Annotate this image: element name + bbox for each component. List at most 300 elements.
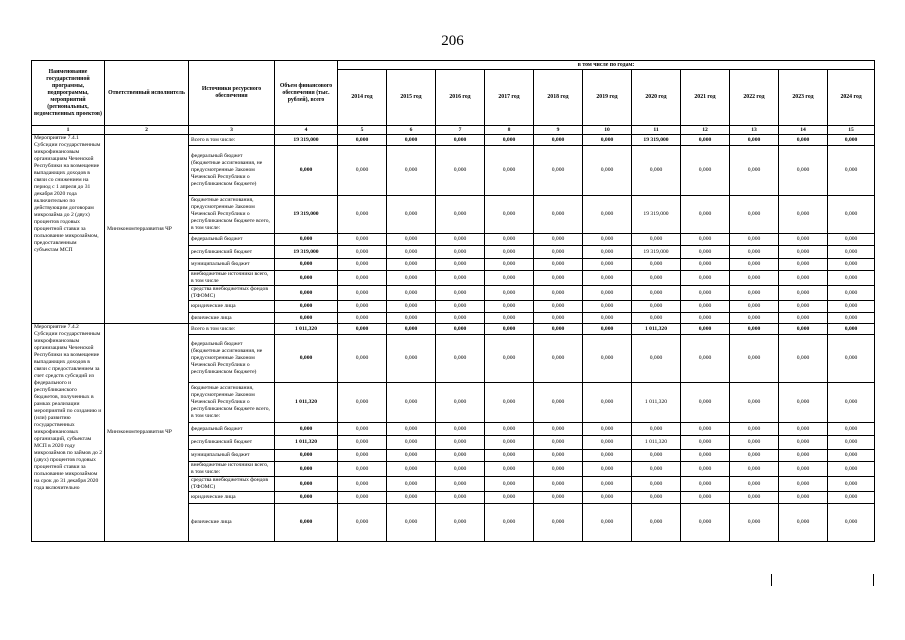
year-value: 0,000: [828, 246, 875, 259]
year-value: 0,000: [387, 286, 436, 301]
event-name: Мероприятие 7.4.1 Субсидии государственным микрофинансовым организациям Чеченской Республики на возмещение выпадающих доходов в связи со снижением на период с 1 апреля до 31 декабря 2020 года включительно по действующим договорам микрозайма до 2 (двух) процентов годовых процентной ставки за пользование микрозаймом, предоставленным субъектам МСП: [32, 135, 105, 324]
year-value: 0,000: [485, 436, 534, 450]
year-value: 1 011,320: [632, 383, 681, 423]
year-value: 0,000: [534, 135, 583, 146]
year-value: 0,000: [779, 286, 828, 301]
year-value: 0,000: [387, 335, 436, 383]
total-value: 0,000: [275, 259, 338, 271]
year-value: 19 319,000: [632, 135, 681, 146]
year-value: 0,000: [583, 135, 632, 146]
column-number: 8: [485, 126, 534, 135]
column-number: 13: [730, 126, 779, 135]
year-value: 0,000: [534, 492, 583, 504]
funding-source: бюджетные ассигнования, предусмотренные Законом Чеченской Республики о республиканском бюджете всего, в том числе:: [189, 383, 275, 423]
year-value: 0,000: [534, 450, 583, 462]
year-value: 0,000: [436, 436, 485, 450]
total-value: 0,000: [275, 423, 338, 436]
year-value: 0,000: [436, 271, 485, 286]
year-value: 0,000: [828, 313, 875, 324]
year-value: 0,000: [583, 492, 632, 504]
year-value: 0,000: [828, 492, 875, 504]
year-value: 0,000: [828, 135, 875, 146]
year-value: 0,000: [534, 259, 583, 271]
year-value: 0,000: [436, 146, 485, 196]
year-value: 0,000: [779, 313, 828, 324]
table-continuation-line: [873, 574, 874, 586]
year-value: 0,000: [387, 383, 436, 423]
year-value: 0,000: [436, 504, 485, 542]
year-value: 0,000: [779, 324, 828, 335]
year-value: 0,000: [681, 504, 730, 542]
funding-source: федеральный бюджет: [189, 234, 275, 246]
year-value: 0,000: [534, 301, 583, 313]
year-value: 0,000: [730, 196, 779, 234]
year-value: 1 011,320: [632, 436, 681, 450]
funding-source: внебюджетные источники всего, в том числе:: [189, 462, 275, 477]
year-value: 0,000: [681, 477, 730, 492]
year-value: 0,000: [583, 313, 632, 324]
year-value: 0,000: [583, 146, 632, 196]
funding-source: юридические лица: [189, 301, 275, 313]
year-value: 0,000: [828, 504, 875, 542]
year-value: 0,000: [779, 301, 828, 313]
table-continuation-line: [771, 574, 772, 586]
year-value: 19 319,000: [632, 196, 681, 234]
funding-source: федеральный бюджет: [189, 423, 275, 436]
header-total: Объем финансового обеспечения (тыс. рублей), всего: [275, 61, 338, 126]
year-value: 0,000: [730, 450, 779, 462]
year-value: 0,000: [779, 146, 828, 196]
year-value: 0,000: [534, 423, 583, 436]
year-value: 0,000: [730, 135, 779, 146]
year-value: 0,000: [485, 313, 534, 324]
header-sources: Источники ресурсного обеспечения: [189, 61, 275, 126]
page-number: 206: [441, 33, 464, 49]
header-year: 2019 год: [583, 70, 632, 126]
year-value: 0,000: [583, 324, 632, 335]
year-value: 0,000: [632, 423, 681, 436]
year-value: 0,000: [338, 313, 387, 324]
year-value: 0,000: [534, 286, 583, 301]
year-value: 0,000: [583, 234, 632, 246]
year-value: 0,000: [387, 234, 436, 246]
year-value: 0,000: [338, 335, 387, 383]
responsible-executor: Минэкономтерразвития ЧР: [105, 135, 189, 324]
year-value: 0,000: [583, 259, 632, 271]
total-value: 0,000: [275, 477, 338, 492]
year-value: 0,000: [534, 246, 583, 259]
year-value: 0,000: [828, 383, 875, 423]
year-value: 0,000: [387, 135, 436, 146]
year-value: 0,000: [681, 271, 730, 286]
year-value: 0,000: [779, 196, 828, 234]
year-value: 0,000: [485, 423, 534, 436]
year-value: 0,000: [583, 450, 632, 462]
total-value: 0,000: [275, 450, 338, 462]
year-value: 0,000: [485, 383, 534, 423]
year-value: 0,000: [338, 135, 387, 146]
table-row: [32, 324, 875, 335]
year-value: 0,000: [828, 324, 875, 335]
year-value: 0,000: [338, 492, 387, 504]
year-value: 0,000: [828, 436, 875, 450]
year-value: 0,000: [534, 271, 583, 286]
total-value: 0,000: [275, 286, 338, 301]
year-value: 0,000: [632, 462, 681, 477]
year-value: 0,000: [583, 335, 632, 383]
year-value: 0,000: [485, 286, 534, 301]
year-value: 0,000: [485, 135, 534, 146]
year-value: 0,000: [436, 492, 485, 504]
year-value: 0,000: [534, 504, 583, 542]
year-value: 0,000: [681, 135, 730, 146]
responsible-executor: Минэкономтерразвития ЧР: [105, 324, 189, 542]
funding-source: средства внебюджетных фондов (ТФОМС): [189, 286, 275, 301]
funding-source: муниципальный бюджет: [189, 450, 275, 462]
year-value: 0,000: [338, 450, 387, 462]
year-value: 0,000: [387, 271, 436, 286]
year-value: 0,000: [730, 234, 779, 246]
total-value: 0,000: [275, 301, 338, 313]
year-value: 0,000: [485, 504, 534, 542]
header-year: 2014 год: [338, 70, 387, 126]
year-value: 0,000: [436, 462, 485, 477]
year-value: 0,000: [387, 324, 436, 335]
header-year: 2022 год: [730, 70, 779, 126]
year-value: 0,000: [730, 423, 779, 436]
year-value: 0,000: [681, 246, 730, 259]
total-value: 0,000: [275, 492, 338, 504]
year-value: 0,000: [730, 436, 779, 450]
column-number: 7: [436, 126, 485, 135]
year-value: 0,000: [534, 383, 583, 423]
year-value: 0,000: [779, 246, 828, 259]
funding-source: Всего в том числе:: [189, 135, 275, 146]
total-value: 19 319,000: [275, 246, 338, 259]
header-years-group: в том числе по годам:: [338, 61, 875, 70]
year-value: 0,000: [779, 383, 828, 423]
column-number: 4: [275, 126, 338, 135]
year-value: 0,000: [730, 335, 779, 383]
year-value: 0,000: [436, 135, 485, 146]
year-value: 0,000: [632, 259, 681, 271]
funding-source: федеральный бюджет (бюджетные ассигнования, не предусмотренные Законом Чеченской Республики о республиканском бюджете): [189, 146, 275, 196]
funding-source: физические лица: [189, 504, 275, 542]
header-year: 2016 год: [436, 70, 485, 126]
total-value: 0,000: [275, 271, 338, 286]
column-number: 3: [189, 126, 275, 135]
year-value: 0,000: [338, 462, 387, 477]
year-value: 0,000: [730, 286, 779, 301]
year-value: 0,000: [828, 335, 875, 383]
year-value: 0,000: [681, 196, 730, 234]
year-value: 0,000: [779, 462, 828, 477]
year-value: 0,000: [534, 196, 583, 234]
year-value: 0,000: [485, 492, 534, 504]
year-value: 0,000: [779, 492, 828, 504]
year-value: 0,000: [779, 135, 828, 146]
year-value: 0,000: [828, 423, 875, 436]
year-value: 0,000: [681, 462, 730, 477]
year-value: 0,000: [485, 450, 534, 462]
year-value: 0,000: [730, 324, 779, 335]
year-value: 0,000: [730, 271, 779, 286]
year-value: 0,000: [387, 436, 436, 450]
year-value: 0,000: [730, 492, 779, 504]
year-value: 0,000: [387, 313, 436, 324]
year-value: 0,000: [338, 301, 387, 313]
year-value: 0,000: [338, 504, 387, 542]
year-value: 0,000: [436, 450, 485, 462]
year-value: 0,000: [387, 492, 436, 504]
year-value: 0,000: [681, 423, 730, 436]
year-value: 0,000: [338, 271, 387, 286]
total-value: 1 011,320: [275, 436, 338, 450]
year-value: 0,000: [730, 246, 779, 259]
year-value: 0,000: [436, 335, 485, 383]
total-value: 0,000: [275, 335, 338, 383]
year-value: 0,000: [387, 450, 436, 462]
year-value: 0,000: [436, 423, 485, 436]
year-value: 0,000: [338, 196, 387, 234]
year-value: 0,000: [730, 301, 779, 313]
total-value: 1 011,320: [275, 383, 338, 423]
year-value: 0,000: [485, 301, 534, 313]
year-value: 0,000: [534, 324, 583, 335]
column-number: 6: [387, 126, 436, 135]
year-value: 0,000: [828, 462, 875, 477]
header-year: 2015 год: [387, 70, 436, 126]
year-value: 0,000: [338, 146, 387, 196]
year-value: 0,000: [485, 462, 534, 477]
year-value: 0,000: [583, 196, 632, 234]
year-value: 0,000: [485, 196, 534, 234]
column-number: 2: [105, 126, 189, 135]
year-value: 0,000: [387, 462, 436, 477]
year-value: 19 319,000: [632, 246, 681, 259]
funding-source: физические лица: [189, 313, 275, 324]
year-value: 0,000: [338, 383, 387, 423]
table-row: [32, 135, 875, 146]
year-value: 0,000: [387, 146, 436, 196]
year-value: 0,000: [632, 477, 681, 492]
header-year: 2020 год: [632, 70, 681, 126]
year-value: 0,000: [681, 492, 730, 504]
year-value: 0,000: [681, 335, 730, 383]
year-value: 0,000: [632, 450, 681, 462]
year-value: 0,000: [779, 450, 828, 462]
column-number: 9: [534, 126, 583, 135]
year-value: 0,000: [436, 234, 485, 246]
funding-source: внебюджетные источники всего, в том числе: [189, 271, 275, 286]
year-value: 0,000: [436, 301, 485, 313]
year-value: 0,000: [828, 146, 875, 196]
year-value: 0,000: [534, 436, 583, 450]
header-year: 2017 год: [485, 70, 534, 126]
year-value: 0,000: [681, 450, 730, 462]
budget-table: [31, 60, 875, 542]
year-value: 0,000: [387, 477, 436, 492]
year-value: 0,000: [583, 423, 632, 436]
year-value: 0,000: [730, 477, 779, 492]
year-value: 0,000: [730, 504, 779, 542]
column-number: 12: [681, 126, 730, 135]
year-value: 0,000: [436, 313, 485, 324]
year-value: 0,000: [338, 259, 387, 271]
year-value: 0,000: [779, 335, 828, 383]
year-value: 0,000: [387, 196, 436, 234]
year-value: 0,000: [779, 436, 828, 450]
year-value: 0,000: [681, 324, 730, 335]
year-value: 0,000: [828, 271, 875, 286]
year-value: 0,000: [779, 234, 828, 246]
year-value: 0,000: [632, 286, 681, 301]
year-value: 0,000: [730, 462, 779, 477]
year-value: 0,000: [681, 146, 730, 196]
total-value: 0,000: [275, 462, 338, 477]
year-value: 0,000: [436, 324, 485, 335]
year-value: 0,000: [485, 477, 534, 492]
total-value: 0,000: [275, 146, 338, 196]
year-value: 0,000: [828, 234, 875, 246]
year-value: 0,000: [828, 196, 875, 234]
year-value: 0,000: [828, 477, 875, 492]
total-value: 0,000: [275, 313, 338, 324]
year-value: 0,000: [387, 423, 436, 436]
column-number: 14: [779, 126, 828, 135]
year-value: 0,000: [485, 234, 534, 246]
year-value: 0,000: [681, 313, 730, 324]
year-value: 0,000: [338, 234, 387, 246]
year-value: 0,000: [828, 450, 875, 462]
year-value: 0,000: [338, 423, 387, 436]
year-value: 0,000: [436, 259, 485, 271]
column-number: 5: [338, 126, 387, 135]
year-value: 0,000: [681, 436, 730, 450]
year-value: 0,000: [828, 286, 875, 301]
year-value: 0,000: [387, 504, 436, 542]
year-value: 0,000: [632, 146, 681, 196]
total-value: 19 319,000: [275, 196, 338, 234]
header-program: Наименование государственной программы, подпрограммы, мероприятий (региональных, ведомственных проектов): [32, 61, 105, 126]
total-value: 1 011,320: [275, 324, 338, 335]
year-value: 0,000: [583, 504, 632, 542]
year-value: 0,000: [387, 246, 436, 259]
year-value: 0,000: [583, 271, 632, 286]
year-value: 0,000: [779, 504, 828, 542]
total-value: 0,000: [275, 504, 338, 542]
year-value: 0,000: [828, 301, 875, 313]
year-value: 0,000: [436, 196, 485, 234]
year-value: 0,000: [730, 313, 779, 324]
year-value: 0,000: [632, 335, 681, 383]
year-value: 0,000: [583, 301, 632, 313]
year-value: 0,000: [387, 259, 436, 271]
column-number: 10: [583, 126, 632, 135]
header-year: 2024 год: [828, 70, 875, 126]
year-value: 0,000: [387, 301, 436, 313]
total-value: 19 319,000: [275, 135, 338, 146]
year-value: 0,000: [534, 335, 583, 383]
year-value: 0,000: [681, 259, 730, 271]
year-value: 0,000: [436, 477, 485, 492]
year-value: 0,000: [485, 324, 534, 335]
year-value: 0,000: [681, 301, 730, 313]
header-executor: Ответственный исполнитель: [105, 61, 189, 126]
year-value: 0,000: [436, 246, 485, 259]
column-number: 11: [632, 126, 681, 135]
year-value: 0,000: [583, 383, 632, 423]
year-value: 0,000: [485, 335, 534, 383]
year-value: 0,000: [534, 462, 583, 477]
funding-source: Всего в том числе:: [189, 324, 275, 335]
funding-source: бюджетные ассигнования, предусмотренные Законом Чеченской Республики о республиканском бюджете всего, в том числе:: [189, 196, 275, 234]
year-value: 0,000: [681, 286, 730, 301]
year-value: 0,000: [828, 259, 875, 271]
funding-source: федеральный бюджет (бюджетные ассигнования, не предусмотренные Законом Чеченской Республики о республиканском бюджете): [189, 335, 275, 383]
year-value: 0,000: [779, 259, 828, 271]
year-value: 0,000: [534, 313, 583, 324]
event-name: Мероприятие 7.4.2 Субсидии государственным микрофинансовым организациям Чеченской Республики на возмещение выпадающих доходов в связи с предоставлением за счет средств субсидий из федерального и республиканского бюджетов, полученных в рамках реализации мероприятий по созданию и (или) развитию государственных микрофинансовых организаций, субъектам МСП в 2020 году микрозаймов по займов до 2 (двух) процентов годовых процентной ставки за пользование микрозаймом на срок до 31 декабря 2020 года включительно: [32, 324, 105, 542]
year-value: 0,000: [583, 286, 632, 301]
header-year: 2023 год: [779, 70, 828, 126]
year-value: 0,000: [779, 271, 828, 286]
year-value: 0,000: [632, 492, 681, 504]
year-value: 0,000: [485, 246, 534, 259]
year-value: 0,000: [338, 477, 387, 492]
year-value: 0,000: [583, 436, 632, 450]
year-value: 0,000: [338, 286, 387, 301]
year-value: 0,000: [583, 477, 632, 492]
year-value: 0,000: [534, 477, 583, 492]
header-year: 2021 год: [681, 70, 730, 126]
funding-source: республиканский бюджет: [189, 436, 275, 450]
year-value: 0,000: [583, 246, 632, 259]
year-value: 0,000: [730, 259, 779, 271]
year-value: 0,000: [632, 301, 681, 313]
year-value: 0,000: [632, 271, 681, 286]
year-value: 0,000: [632, 313, 681, 324]
year-value: 0,000: [436, 383, 485, 423]
total-value: 0,000: [275, 234, 338, 246]
year-value: 0,000: [632, 504, 681, 542]
year-value: 0,000: [779, 423, 828, 436]
year-value: 0,000: [681, 234, 730, 246]
year-value: 0,000: [681, 383, 730, 423]
funding-source: средства внебюджетных фондов (ТФОМС): [189, 477, 275, 492]
column-number: 1: [32, 126, 105, 135]
funding-source: республиканский бюджет: [189, 246, 275, 259]
year-value: 0,000: [485, 271, 534, 286]
year-value: 0,000: [485, 259, 534, 271]
year-value: 0,000: [338, 324, 387, 335]
year-value: 0,000: [583, 462, 632, 477]
column-number: 15: [828, 126, 875, 135]
funding-source: юридические лица: [189, 492, 275, 504]
year-value: 0,000: [632, 234, 681, 246]
header-year: 2018 год: [534, 70, 583, 126]
year-value: 0,000: [485, 146, 534, 196]
year-value: 1 011,320: [632, 324, 681, 335]
year-value: 0,000: [436, 286, 485, 301]
year-value: 0,000: [534, 146, 583, 196]
year-value: 0,000: [779, 477, 828, 492]
year-value: 0,000: [338, 246, 387, 259]
year-value: 0,000: [730, 146, 779, 196]
year-value: 0,000: [338, 436, 387, 450]
funding-source: муниципальный бюджет: [189, 259, 275, 271]
year-value: 0,000: [534, 234, 583, 246]
